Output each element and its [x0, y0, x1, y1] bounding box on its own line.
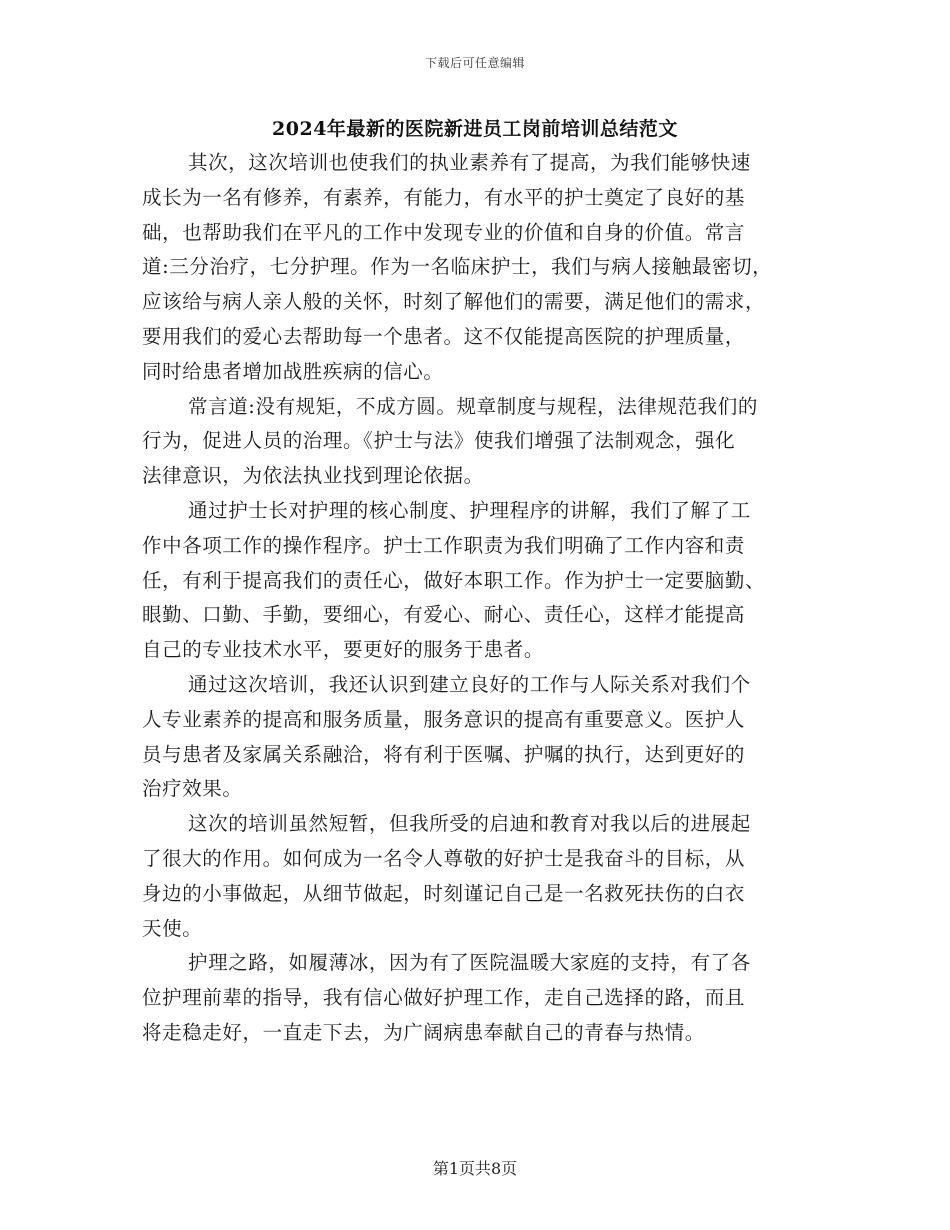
paragraph-4: [142, 668, 814, 807]
paragraph-2: [142, 390, 814, 494]
text-line: 天使。: [142, 916, 203, 940]
text-line: 位护理前辈的指导，我有信心做好护理工作，走自己选择的路，而且: [142, 986, 746, 1010]
text-line: 治疗效果。: [142, 777, 243, 801]
paragraph-3: [142, 494, 814, 668]
text-line: 要用我们的爱心去帮助每一个患者。这不仅能提高医院的护理质量，: [142, 324, 746, 348]
text-line: 身边的小事做起，从细节做起，时刻谨记自己是一名救死扶伤的白衣: [142, 881, 746, 905]
text-line: 这次的培训虽然短暂，但我所受的启迪和教育对我以后的进展起: [188, 812, 751, 836]
page-footer: 第1页共8页: [432, 1159, 518, 1178]
text-line: 员与患者及家属关系融洽，将有利于医嘱、护嘱的执行，达到更好的: [142, 742, 746, 766]
text-line: 作中各项工作的操作程序。护士工作职责为我们明确了工作内容和责: [142, 533, 746, 557]
header-note: 下载后可任意编辑: [424, 56, 525, 70]
paragraph-6: [142, 946, 814, 1050]
document-title: 2024年最新的医院新进员工岗前培训总结范文: [272, 118, 678, 140]
text-line: 自己的专业技术水平，要更好的服务于患者。: [142, 638, 545, 662]
text-line: 护理之路，如履薄冰，因为有了医院温暖大家庭的支持，有了各: [188, 951, 751, 975]
document-body: [142, 146, 814, 1051]
text-line: 通过护士长对护理的核心制度、护理程序的讲解，我们了解了工: [188, 498, 751, 522]
text-line: 法律意识，为依法执业找到理论依据。: [142, 464, 484, 488]
text-line: 成长为一名有修养，有素养，有能力，有水平的护士奠定了良好的基: [142, 185, 746, 209]
text-line: 行为，促进人员的治理。《护士与法》使我们增强了法制观念，强化: [142, 429, 736, 453]
text-line: 应该给与病人亲人般的关怀，时刻了解他们的需要，满足他们的需求，: [142, 290, 766, 314]
text-line: 通过这次培训，我还认识到建立良好的工作与人际关系对我们个: [188, 672, 751, 696]
text-line: 常言道:没有规矩，不成方圆。规章制度与规程，法律规范我们的: [188, 394, 758, 418]
text-line: 眼勤、口勤、手勤，要细心，有爱心、耐心、责任心，这样才能提高: [142, 603, 746, 627]
paragraph-1: [142, 146, 814, 390]
text-line: 础，也帮助我们在平凡的工作中发现专业的价值和自身的价值。常言: [142, 220, 746, 244]
paragraph-5: [142, 807, 814, 946]
text-line: 道:三分治疗，七分护理。作为一名临床护士，我们与病人接触最密切，: [142, 255, 773, 279]
text-line: 其次，这次培训也使我们的执业素养有了提高，为我们能够快速: [188, 151, 751, 174]
text-line: 同时给患者增加战胜疾病的信心。: [142, 359, 444, 383]
text-line: 了很大的作用。如何成为一名令人尊敬的好护士是我奋斗的目标，从: [142, 846, 746, 870]
text-line: 将走稳走好，一直走下去，为广阔病患奉献自己的青春与热情。: [142, 1020, 705, 1044]
text-line: 任，有利于提高我们的责任心，做好本职工作。作为护士一定要脑勤、: [142, 568, 766, 592]
text-line: 人专业素养的提高和服务质量，服务意识的提高有重要意义。医护人: [142, 707, 746, 731]
